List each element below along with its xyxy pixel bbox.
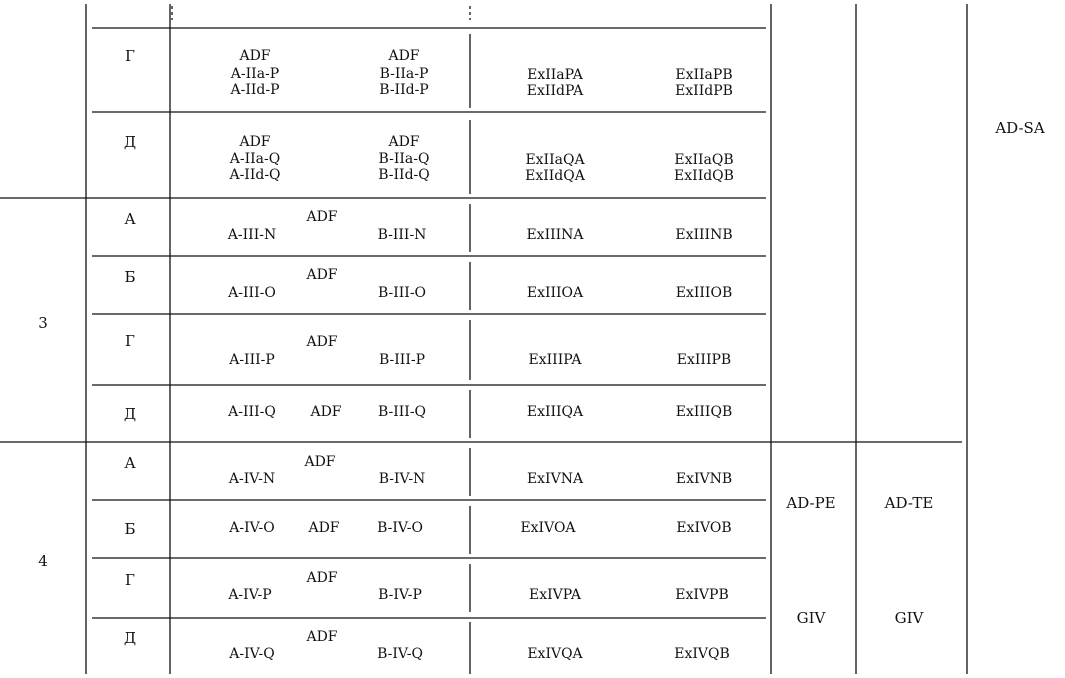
code-b: B-IV-N <box>378 471 426 487</box>
row-letter: Г <box>125 47 135 65</box>
code-a: A-III-Q <box>228 404 276 420</box>
adf-label: ADF <box>306 629 338 645</box>
code-b: B-III-N <box>377 227 427 243</box>
adf-label: ADF <box>304 454 336 470</box>
row-letter: Г <box>125 571 135 589</box>
group-label-3: 3 <box>38 314 48 332</box>
ex-a2: ExIIdPA <box>526 83 584 99</box>
adf-label: ADF <box>306 209 338 225</box>
row-letter: А <box>124 454 136 472</box>
ex-b1: ExIIaQB <box>674 152 734 168</box>
giv-label-te: GIV <box>894 609 924 627</box>
ex-a: ExIIIPA <box>528 352 582 368</box>
ex-b: ExIIIOB <box>675 285 733 301</box>
ad-sa-label: AD-SA <box>995 119 1045 137</box>
giv-label-pe: GIV <box>796 609 826 627</box>
code-a2: A-IId-P <box>230 82 280 98</box>
row-letter: А <box>124 210 136 228</box>
code-b2: B-IId-P <box>379 82 429 98</box>
code-a1: A-IIa-P <box>230 66 280 82</box>
adf-label: ADF <box>310 404 342 420</box>
code-b: B-IV-O <box>377 520 423 536</box>
ex-b: ExIIIQB <box>675 404 733 420</box>
code-a: A-IV-P <box>228 587 272 603</box>
adf-label: ADF <box>308 520 340 536</box>
ex-a: ExIVOA <box>520 520 576 536</box>
ex-b: ExIVNB <box>675 471 733 487</box>
code-a: A-IV-N <box>228 471 276 487</box>
ex-a: ExIIINA <box>526 227 584 243</box>
adf-label-a: ADF <box>239 134 271 150</box>
ex-a2: ExIIdQA <box>525 168 585 184</box>
row-letter: Г <box>125 332 135 350</box>
code-a1: A-IIa-Q <box>229 151 281 167</box>
ex-b2: ExIIdPB <box>675 83 733 99</box>
adf-label: ADF <box>306 570 338 586</box>
adf-label: ADF <box>306 267 338 283</box>
row-letter: Б <box>124 268 136 286</box>
ex-a1: ExIIaQA <box>525 152 585 168</box>
code-b2: B-IId-Q <box>378 167 430 183</box>
ex-a1: ExIIaPA <box>527 67 583 83</box>
code-b: B-IV-Q <box>377 646 423 662</box>
ex-a: ExIIIOA <box>526 285 584 301</box>
group-label-4: 4 <box>38 552 48 570</box>
code-b1: B-IIa-Q <box>378 151 430 167</box>
ex-a: ExIVPA <box>528 587 582 603</box>
code-b1: B-IIa-P <box>379 66 429 82</box>
ex-b1: ExIIaPB <box>675 67 733 83</box>
ex-b: ExIIINB <box>675 227 733 243</box>
row-letter: Д <box>123 629 137 647</box>
code-b: B-IV-P <box>378 587 422 603</box>
code-a2: A-IId-Q <box>229 167 281 183</box>
row-letter: Б <box>124 520 136 538</box>
ex-b: ExIVPB <box>675 587 729 603</box>
ex-b: ExIVQB <box>674 646 730 662</box>
row-letter: Д <box>123 405 137 423</box>
ex-a: ExIIIQA <box>526 404 584 420</box>
code-a: A-IV-O <box>229 520 275 536</box>
ex-a: ExIVQA <box>527 646 583 662</box>
adf-label-b: ADF <box>388 48 420 64</box>
code-b: B-III-O <box>377 285 427 301</box>
code-a: A-IV-Q <box>229 646 275 662</box>
code-b: B-III-P <box>378 352 426 368</box>
ad-te-label: AD-TE <box>884 494 934 512</box>
ad-pe-label: AD-PE <box>786 494 836 512</box>
code-a: A-III-P <box>229 352 275 368</box>
adf-label: ADF <box>306 334 338 350</box>
ex-b2: ExIIdQB <box>674 168 734 184</box>
adf-label-a: ADF <box>239 48 271 64</box>
ex-b: ExIIIPB <box>676 352 732 368</box>
code-a: A-III-O <box>228 285 276 301</box>
ex-a: ExIVNA <box>526 471 584 487</box>
code-a: A-III-N <box>227 227 277 243</box>
ex-b: ExIVOB <box>676 520 732 536</box>
row-letter: Д <box>123 133 137 151</box>
adf-label-b: ADF <box>388 134 420 150</box>
code-b: B-III-Q <box>377 404 427 420</box>
